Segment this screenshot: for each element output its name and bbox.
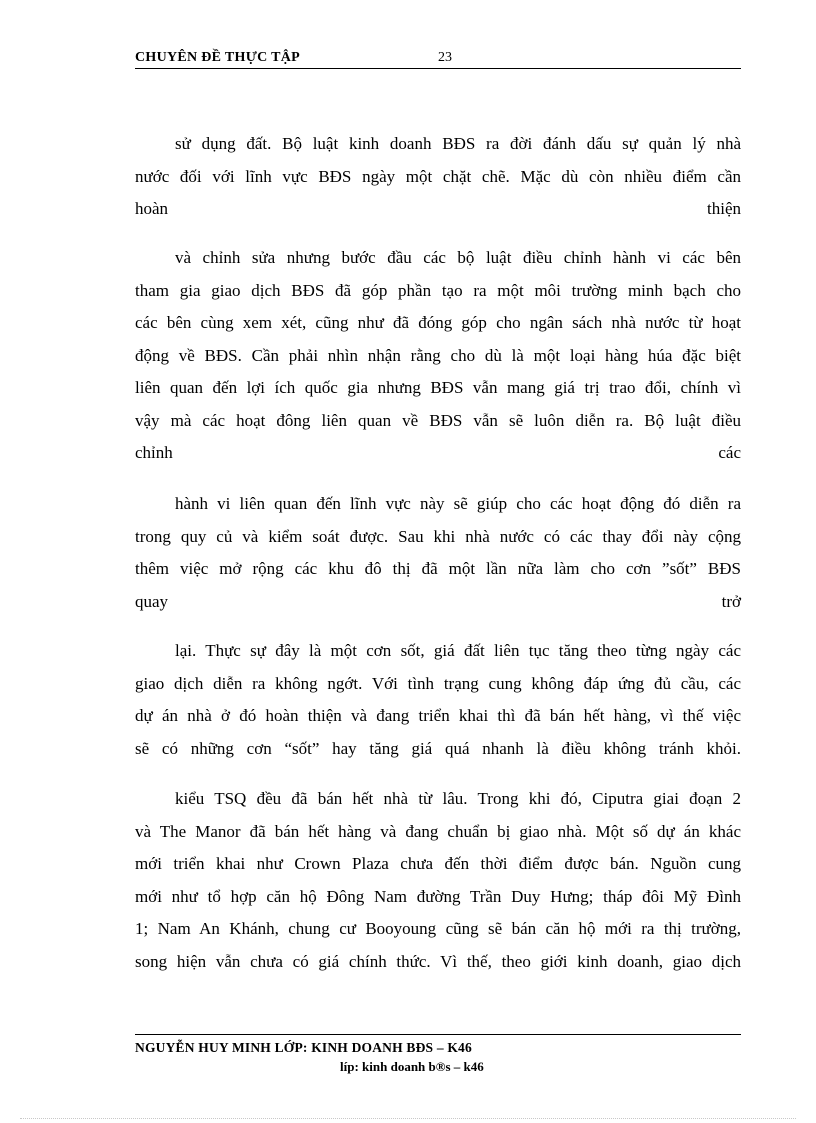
text-line: động về BĐS. Cần phải nhìn nhận rằng cho dù là một loại hàng húa đặc biệt bbox=[135, 345, 741, 365]
text-line: các bên cùng xem xét, cũng như đã đóng góp cho ngân sách nhà nước từ hoạt bbox=[135, 313, 741, 332]
text-line: hoàn thiện bbox=[135, 199, 741, 218]
text-line: vậy mà các hoạt đông liên quan về BĐS vẫn sẽ luôn diễn ra. Bộ luật điều bbox=[135, 410, 741, 430]
text-line: nước đối với lĩnh vực BĐS ngày một chặt chẽ. Mặc dù còn nhiều điểm cần bbox=[135, 166, 741, 186]
text-line: mới triển khai như Crown Plaza chưa đến thời điểm được bán. Nguồn cung bbox=[135, 854, 741, 873]
footer-class-line: líp: kinh doanh b®s – k46 bbox=[340, 1059, 484, 1074]
text-line: và chỉnh sửa nhưng bước đầu các bộ luật điều chỉnh hành vi các bên bbox=[175, 248, 741, 267]
text-line: thêm việc mở rộng các khu đô thị đã một lần nữa làm cho cơn ”sốt” BĐS bbox=[135, 559, 741, 578]
text-line: lại. Thực sự đây là một cơn sốt, giá đất liên tục tăng theo từng ngày các bbox=[175, 641, 741, 660]
text-line: dự án nhà ở đó hoàn thiện và đang triển khai thì đã bán hết hàng, vì thế việc bbox=[135, 706, 741, 725]
text-line: sẽ có những cơn “sốt” hay tăng giá quá nhanh là điều không tránh khỏi. bbox=[135, 738, 741, 758]
text-line: liên quan đến lợi ích quốc gia nhưng BĐS vẫn mang giá trị trao đổi, chính vì bbox=[135, 378, 741, 397]
text-line: song hiện vẫn chưa có giá chính thức. Vì thế, theo giới kinh doanh, giao dịch bbox=[135, 951, 741, 971]
paragraph-1 bbox=[135, 128, 741, 226]
page-header bbox=[135, 48, 741, 68]
text-line: chỉnh các bbox=[135, 443, 741, 462]
text-line: tham gia giao dịch BĐS đã góp phần tạo ra một môi trường minh bạch cho bbox=[135, 280, 741, 300]
text-line: trong quy củ và kiểm soát được. Sau khi nhà nước có các thay đổi này cộng bbox=[135, 526, 741, 546]
footer-rule bbox=[135, 1034, 741, 1035]
footer-author: NGUYỄN HUY MINH LỚP: KINH DOANH BĐS – K46 bbox=[135, 1040, 472, 1055]
text-line: sử dụng đất. Bộ luật kinh doanh BĐS ra đời đánh dấu sự quản lý nhà bbox=[175, 134, 741, 153]
text-line: giao dịch diễn ra không ngớt. Với tình trạng cung không đáp ứng đủ cầu, các bbox=[135, 673, 741, 693]
header-title: CHUYÊN ĐỀ THỰC TẬP bbox=[135, 50, 300, 65]
text-line: mới như tổ hợp căn hộ Đông Nam đường Trần Duy Hưng; tháp đôi Mỹ Đình bbox=[135, 886, 741, 906]
page-number: 23 bbox=[438, 50, 452, 65]
text-line: hành vi liên quan đến lĩnh vực này sẽ giúp cho các hoạt động đó diễn ra bbox=[175, 494, 741, 513]
paragraph-2 bbox=[135, 242, 741, 470]
paragraph-5 bbox=[135, 783, 741, 978]
text-line: quay trở bbox=[135, 591, 741, 611]
header-rule bbox=[135, 68, 741, 69]
paragraph-4 bbox=[135, 635, 741, 765]
text-line: kiểu TSQ đều đã bán hết nhà từ lâu. Trong khi đó, Ciputra giai đoạn 2 bbox=[175, 789, 741, 808]
paragraph-3 bbox=[135, 488, 741, 618]
text-line: và The Manor đã bán hết hàng và đang chuẩn bị giao nhà. Một số dự án khác bbox=[135, 821, 741, 841]
page-bottom-border bbox=[20, 1118, 796, 1119]
text-line: 1; Nam An Khánh, chung cư Booyoung cũng sẽ bán căn hộ mới ra thị trường, bbox=[135, 919, 741, 938]
